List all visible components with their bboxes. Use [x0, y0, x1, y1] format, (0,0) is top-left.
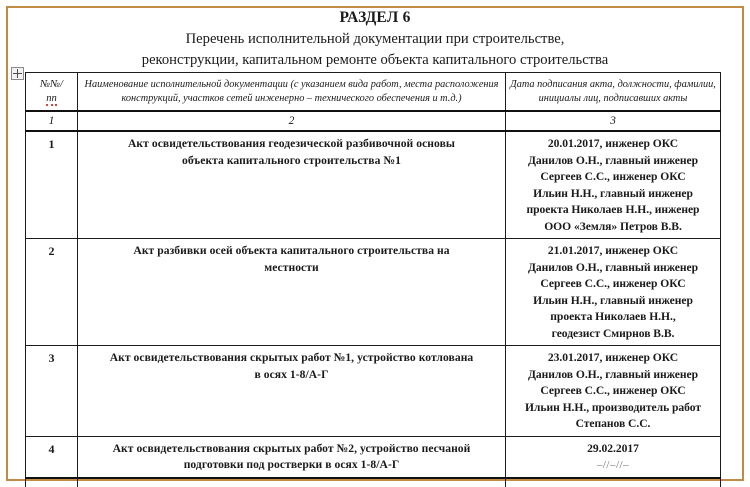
- row-name-line-1: Акт освидетельствования скрытых работ №2, устройство песчаной: [112, 441, 471, 455]
- row-signing-info: [506, 346, 721, 437]
- table-row: [26, 436, 721, 478]
- row-name-line-2: в осях 1-8/А-Г: [254, 367, 329, 381]
- row-date-line-4: Ильин Н.Н., главный инженер: [533, 293, 693, 307]
- subtitle-line-1: Перечень исполнительной документации при строительстве,: [185, 31, 565, 47]
- row-number: 2: [26, 239, 78, 346]
- row-date-line-3: Сергеев С.С., инженер ОКС: [540, 384, 686, 397]
- column-number-3: 3: [506, 111, 721, 131]
- row-number: 1: [26, 131, 78, 239]
- row-date-line-5: проекта Николаев Н.Н.,: [550, 310, 676, 323]
- row-document-name: [78, 436, 506, 478]
- table-row-empty: [26, 478, 721, 487]
- documentation-table: [25, 72, 721, 487]
- row-date-line-6: геодезист Смирнов В.В.: [551, 326, 675, 340]
- column-number-1: 1: [26, 111, 78, 131]
- header-date-line-3: подписавших акты: [603, 92, 688, 104]
- row-name-line-2: подготовки под ростверки в осях 1-8/А-Г: [183, 458, 400, 471]
- row-date-line-2: Данилов О.Н., главный инженер: [527, 153, 699, 167]
- row-name-line-1: Акт освидетельствования геодезической разбивочной основы: [128, 137, 455, 150]
- header-number-line-1: №№/: [40, 79, 63, 90]
- row-document-name: [78, 346, 506, 437]
- table-row: [26, 131, 721, 239]
- header-cell-number: [26, 73, 78, 112]
- document-heading: [20, 2, 730, 71]
- row-date-line-2: Данилов О.Н., главный инженер: [527, 260, 699, 274]
- row-name-line-2: местности: [264, 260, 319, 274]
- row-signing-info: [506, 239, 721, 346]
- row-name-line-1: Акт освидетельствования скрытых работ №1, устройство котлована: [109, 351, 474, 364]
- header-name-line-3: обеспечения и т.д.): [376, 92, 462, 104]
- table-header-row: [26, 73, 721, 112]
- row-date-line-3: Сергеев С.С., инженер ОКС: [540, 170, 686, 183]
- header-date-line-2: должности, фамилии, инициалы лиц,: [538, 79, 716, 104]
- row-number: 4: [26, 436, 78, 478]
- row-signing-info: [506, 436, 721, 478]
- row-name-line-1: Акт разбивки осей объекта капитального строительства на: [133, 244, 450, 257]
- row-document-name: [78, 131, 506, 239]
- table-move-handle-icon[interactable]: [11, 67, 24, 80]
- empty-cell-number: [26, 478, 78, 487]
- row-number: 3: [26, 346, 78, 437]
- row-signing-info: [506, 131, 721, 239]
- row-date-line-4: Ильин Н.Н., производитель работ: [524, 400, 702, 414]
- table-row: [26, 346, 721, 437]
- empty-cell-name: [78, 478, 506, 487]
- header-number-line-2: пп: [46, 92, 57, 104]
- row-date-line-2: Данилов О.Н., главный инженер: [527, 367, 699, 381]
- document-subtitle: [20, 28, 730, 71]
- header-name-line-2: расположения конструкций, участков сетей инженерно – технического: [121, 79, 499, 104]
- row-date-line-1: 29.02.2017: [587, 441, 639, 455]
- header-cell-name: [78, 73, 506, 112]
- column-number-2: 2: [78, 111, 506, 131]
- header-name-line-1: Наименование исполнительной документации (с указанием вида работ, места: [84, 79, 433, 90]
- column-number-row: [26, 111, 721, 131]
- section-title: РАЗДЕЛ 6: [339, 9, 411, 26]
- row-date-line-5: Степанов С.С.: [575, 417, 651, 430]
- header-date-line-1: Дата подписания акта,: [510, 79, 615, 90]
- row-date-line-1: 20.01.2017, инженер ОКС: [547, 137, 679, 150]
- table-row: [26, 239, 721, 346]
- row-date-line-6: ООО «Земля» Петров В.В.: [544, 219, 682, 233]
- row-date-line-5: проекта Николаев Н.Н., инженер: [526, 203, 700, 216]
- row-document-name: [78, 239, 506, 346]
- row-date-line-1: 23.01.2017, инженер ОКС: [547, 351, 679, 364]
- subtitle-line-2: реконструкции, капитальном ремонте объекта капитального строительства: [141, 52, 609, 68]
- empty-cell-date: [506, 478, 721, 487]
- row-date-line-4: Ильин Н.Н., главный инженер: [533, 186, 693, 200]
- row-date-line-2: –//–//–: [596, 459, 630, 471]
- header-cell-date: [506, 73, 721, 112]
- row-date-line-1: 21.01.2017, инженер ОКС: [547, 244, 679, 257]
- row-name-line-2: объекта капитального строительства №1: [182, 153, 401, 167]
- row-date-line-3: Сергеев С.С., инженер ОКС: [540, 277, 686, 290]
